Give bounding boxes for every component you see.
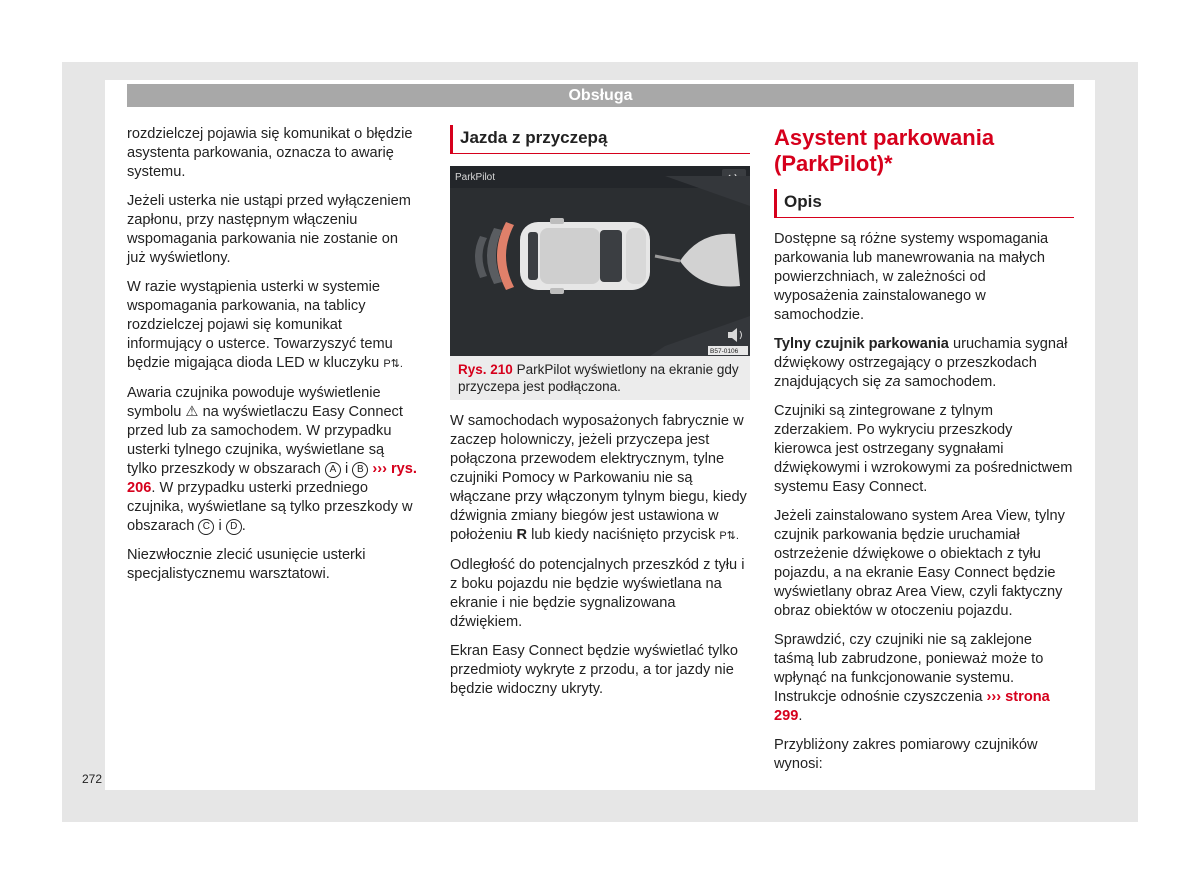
paragraph: Ekran Easy Connect będzie wyświetlać tylko przedmioty wykryte z przodu, a tor jazdy nie będzie widoczny ukryty. [450, 643, 738, 697]
paragraph-text: W samochodach wyposażonych fabrycznie w zaczep holowniczy, jeżeli przyczepa jest połączona przewodem elektrycznym, tylne czujniki Pomocy w Parkowaniu nie są włączane przy włączonym tylnym biegu, kiedy dźwignia zmiany biegów jest ustawiona w położeniu [450, 413, 747, 543]
italic-term: za [885, 374, 901, 390]
paragraph-text: uruchamia sygnał dźwiękowy ostrzegający o przeszkodach znajdujących się [774, 336, 1068, 390]
column-right [774, 125, 1074, 784]
section-header: Obsługa [127, 84, 1074, 107]
punctuation: . [241, 518, 246, 534]
key-symbol: P⇅. [383, 358, 403, 370]
car-icon [520, 218, 650, 294]
paragraph: rozdzielczej pojawia się komunikat o błędzie asystenta parkowania, oznacza to awarię systemu. [127, 126, 413, 180]
paragraph-text: Awaria czujnika powoduje wyświetlenie symbolu [127, 385, 381, 420]
bold-term: Tylny czujnik parkowania [774, 336, 949, 352]
section-heading: Opis [774, 189, 1074, 218]
area-a-marker: A [325, 462, 341, 478]
paragraph-text: W razie wystąpienia usterki w systemie wspomagania parkowania, na tablicy rozdzielczej pojawi się komunikat informujący o usterce. Towarzyszyć temu będzie migająca dioda LED w kluczyku [127, 279, 393, 371]
key-symbol: P⇅. [719, 530, 739, 542]
caption-text: ParkPilot wyświetlony na ekranie gdy przyczepa jest podłączona. [458, 362, 739, 394]
paragraph: Odległość do potencjalnych przeszkód z tyłu i z boku pojazdu nie będzie wyświetlana na ekranie i nie będzie sygnalizowana dźwiękiem. [450, 557, 745, 630]
area-b-marker: B [352, 462, 368, 478]
paragraph-text: . W przypadku usterki przedniego czujnika, wyświetlane są tylko przeszkody w obszarach [127, 480, 413, 534]
figure-label: Rys. 210 [458, 362, 513, 377]
conjunction: i [218, 518, 222, 534]
page-ref-link[interactable]: ››› strona 299 [774, 689, 1050, 724]
figure-parkpilot [450, 166, 750, 400]
gear-r: R [516, 527, 528, 543]
paragraph-text: samochodem. [904, 374, 997, 390]
figure-caption [450, 356, 750, 400]
punctuation: . [798, 708, 803, 724]
paragraph: Dostępne są różne systemy wspomagania parkowania lub manewrowania na małych powierzchniach, w zależności od wyposażenia zainstalowanego w samochodzie. [774, 231, 1049, 323]
section-heading: Jazda z przyczepą [450, 125, 750, 154]
column-middle [450, 125, 750, 709]
figure-code: B57-0106 [710, 348, 739, 355]
page-number: 272 [82, 772, 103, 786]
paragraph-text: Sprawdzić, czy czujniki nie są zaklejone taśmą lub zabrudzone, ponieważ może to wpłynąć na funkcjonowanie systemu. Instrukcje odnośnie czyszczenia [774, 632, 1044, 705]
paragraph: Przybliżony zakres pomiarowy czujników wynosi: [774, 737, 1038, 772]
conjunction: i [344, 461, 349, 477]
paragraph: Czujniki są zintegrowane z tylnym zderzakiem. Po wykryciu przeszkody kierowca jest ostrzegany sygnałami dźwiękowymi i wzrokowymi za pośrednictwem systemu Easy Connect. [774, 403, 1073, 495]
column-left [127, 125, 417, 594]
paragraph: Jeżeli usterka nie ustąpi przed wyłączeniem zapłonu, przy następnym włączeniu wspomagania parkowania nie zostanie on już wyświetlony. [127, 193, 411, 266]
chapter-title: Asystent parkowania (ParkPilot)* [774, 125, 995, 176]
paragraph [450, 412, 750, 546]
screen-title: ParkPilot [455, 172, 496, 183]
paragraph [774, 335, 1074, 392]
paragraph [774, 631, 1074, 726]
parkpilot-screen [450, 166, 750, 356]
paragraph [127, 384, 417, 536]
paragraph: Niezwłocznie zlecić usunięcie usterki specjalistycznemu warsztatowi. [127, 547, 366, 582]
area-c-marker: C [198, 519, 214, 535]
paragraph-text: lub kiedy naciśnięto przycisk [531, 527, 716, 543]
paragraph [127, 278, 417, 374]
warning-icon: ⚠ [185, 404, 199, 420]
paragraph-text: na wyświetlaczu Easy Connect przed lub za samochodem. W przypadku usterki tylnego czujnika, wyświetlane są tylko przeszkody w obszarach [127, 404, 403, 477]
paragraph: Jeżeli zainstalowano system Area View, tylny czujnik parkowania będzie uruchamiał ostrzeżenie dźwiękowe o obiektach z tyłu pojazdu, a na ekranie Easy Connect będzie wyświetlany obraz Area View, czyli faktyczny obraz obiektów w otoczeniu pojazdu. [774, 508, 1065, 619]
area-d-marker: D [226, 519, 242, 535]
figure-ref-link[interactable]: ››› rys. 206 [127, 461, 417, 496]
